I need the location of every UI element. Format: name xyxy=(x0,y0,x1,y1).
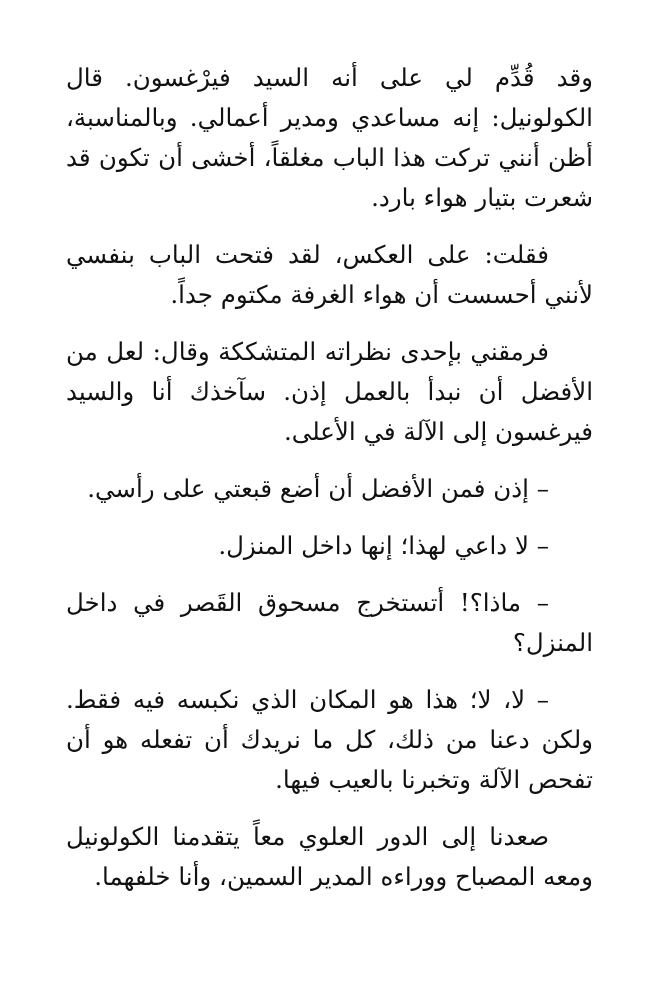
paragraph-2: فقلت: على العكس، لقد فتحت الباب بنفسي لأنني أحسست أن هواء الغرفة مكتوم جداً. xyxy=(66,240,593,309)
paragraph-3: فرمقني بإحدى نظراته المتشككة وقال: لعل من الأفضل أن نبدأ بالعمل إذن. سآخذك أنا والسيد فيرغسون إلى الآلة في الأعلى. xyxy=(66,337,593,446)
dialogue-line-1: – إذن فمن الأفضل أن أضع قبعتي على رأسي. xyxy=(87,474,549,503)
dialogue-line-4: – لا، لا؛ هذا هو المكان الذي نكبسه فيه فقط. ولكن دعنا من ذلك، كل ما نريدك أن تفعله هو أن تفحص الآلة وتخبرنا بالعيب فيها. xyxy=(66,685,593,794)
dialogue-line-2: – لا داعي لهذا؛ إنها داخل المنزل. xyxy=(218,531,549,560)
paragraph-final: صعدنا إلى الدور العلوي معاً يتقدمنا الكولونيل ومعه المصباح ووراءه المدير السمين، وأنا خلفهما. xyxy=(66,822,593,891)
dialogue-line-3: – ماذا؟! أتستخرج مسحوق القَصر في داخل المنزل؟ xyxy=(66,588,593,657)
paragraph-1: وقد قُدِّم لي على أنه السيد فيرْغسون. قال الكولونيل: إنه مساعدي ومدير أعمالي. وبالمناسبة، أظن أنني تركت هذا الباب مغلقاً، أخشى أن تكون قد شعرت بتيار هواء بارد. xyxy=(66,63,593,212)
